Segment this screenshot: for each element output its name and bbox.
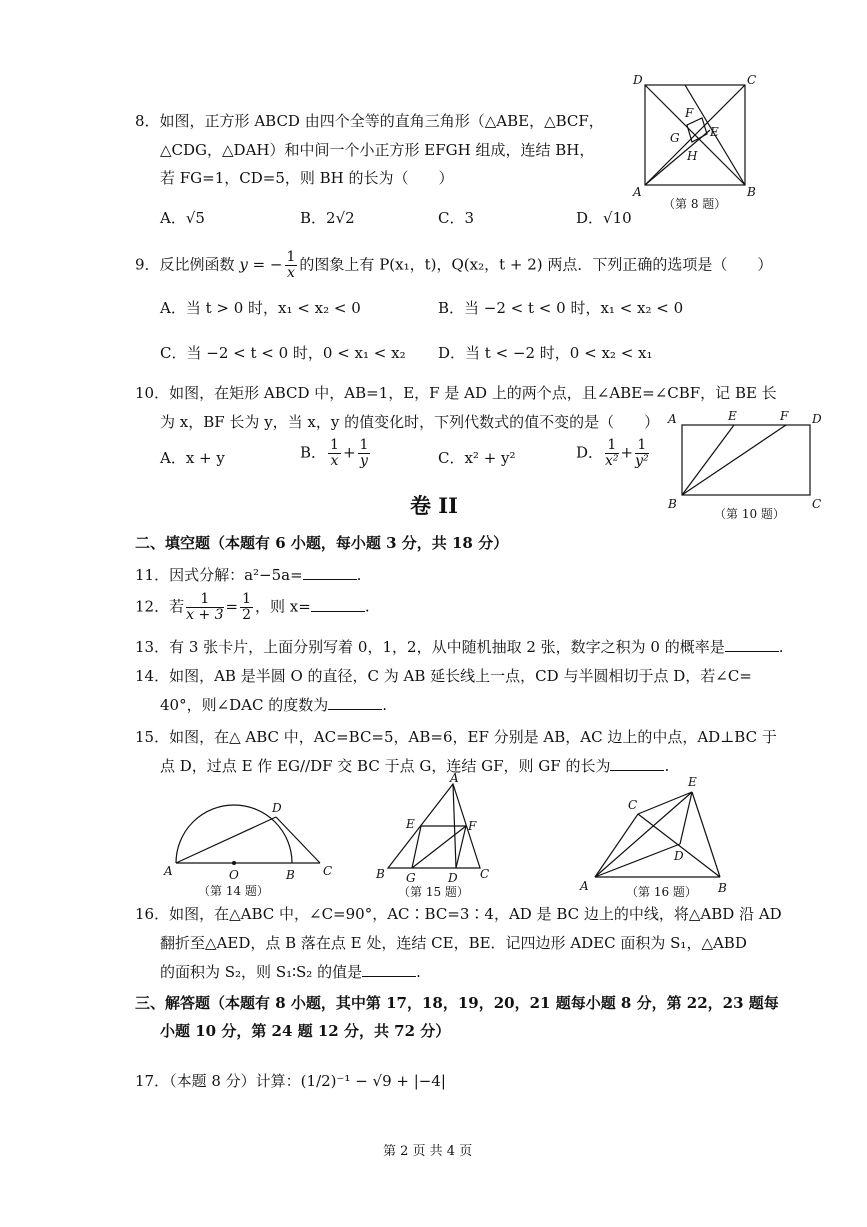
fig16-line-ae [595,792,692,877]
fig16-line-de [680,792,692,844]
q9-stem [135,250,772,281]
section3-heading-line1: 三、解答题（本题有 8 小题，其中第 17，18，19，20，21 题每小题 8 分，第 22，23 题每 [135,994,779,1012]
q12-prefix: 12．若 [135,597,185,616]
fig14-label-a: A [164,864,173,878]
fig14-line-dc [276,817,320,863]
q10-text-1: 如图，在矩形 ABCD 中，AB=1，E，F 是 AD 上的两个点，且∠ABE=∠CBF，记 BE 长 [169,384,777,402]
q13-answer-blank [725,637,779,652]
q9-fraction [285,250,298,281]
q16-text-3: 的面积为 S₂，则 S₁∶S₂ 的值是 [160,963,363,981]
q13-text: 13．有 3 张卡片，上面分别写着 0，1，2，从中随机抽取 2 张，数字之积为 0 的概率是 [135,638,725,656]
q12-tail: ，则 x= [255,597,311,616]
q9-function-lhs: y = − [239,255,283,274]
q10-option-d: D． $\frac{1}{\text{x²}}$ + $\frac{1}{\text{y²}}$ [576,437,649,469]
q8-num: 8． [135,112,160,130]
fig14-label-d: D [272,801,282,815]
q10-option-a: A．x + y [160,449,225,467]
fig16-line-ce [638,792,692,814]
fig15-caption: （第 15 题） [398,885,469,899]
q12-answer-blank [311,597,365,612]
q10-option-c: C．x² + y² [438,449,516,467]
fig14-center-o [232,861,236,865]
q8-label-a: A [633,185,642,199]
q15-answer-blank [610,756,664,771]
q10-d-frac-2: $\frac{1}{\text{y²}}$ [635,437,649,469]
page-footer: 第 2 页 共 4 页 [383,1144,473,1159]
q10-caption: （第 10 题） [714,507,785,521]
fig15 [368,772,493,902]
q8-label-f: F [685,106,694,120]
q10-option-b-label: B． [300,443,327,462]
q10-b-frac-1: $\frac{1}{x}$ [330,437,339,469]
q9-option-a: A．当 t > 0 时，x₁ < x₂ < 0 [160,299,361,317]
q14-line1: 14．如图，AB 是半圆 O 的直径，C 为 AB 延长线上一点，CD 与半圆相切于点 D，若∠C= [135,667,752,685]
q10-option-d-label: D． [576,443,604,462]
q10-label-f: F [780,409,789,423]
q10-d-frac-1: $\frac{1}{\text{x²}}$ [605,437,619,469]
q10-b-frac-2: $\frac{1}{y}$ [359,437,369,469]
q15-line2: 点 D，过点 E 作 EG//DF 交 BC 于点 G，连结 GF，则 GF 的长为 . [160,757,670,775]
q10-figure [662,405,832,525]
q9-stem-a: 反比例函数 [159,255,235,274]
q14-text-2: 40°，则∠DAC 的度数为 [160,696,329,714]
q10-rect-abcd [682,425,810,495]
q8-line2: △CDG，△DAH）和中间一个小正方形 EFGH 组成，连结 BH， [160,141,595,159]
q8-option-a: A．√5 [160,209,205,227]
q15-line1: 15．如图，在△ ABC 中，AC=BC=5，AB=6，EF 分别是 AB，AC 边上的中点，AD⊥BC 于 [135,728,777,746]
fig16-label-e: E [688,775,697,789]
part2-title: 卷 II [410,493,458,518]
q16-line1: 16．如图，在△ABC 中，∠C=90°，AC∶BC=3∶4，AD 是 BC 边上的中线，将△ABD 沿 AD [135,905,782,923]
q9-option-d: D．当 t < −2 时，0 < x₂ < x₁ [438,344,653,362]
q12-frac-rhs: $\frac{1}{2}$ [242,591,252,623]
q9-option-c: C．当 −2 < t < 0 时，0 < x₁ < x₂ [160,344,406,362]
fig14-label-o: O [229,868,239,882]
q8-option-c: C．3 [438,209,475,227]
q15-text-2: 点 D，过点 E 作 EG//DF 交 BC 于点 G，连结 GF，则 GF 的长为 [160,757,611,775]
section3-heading-line2: 小题 10 分，第 24 题 12 分，共 72 分） [160,1022,451,1040]
fig14 [158,795,338,900]
fig16-line-eb [692,792,720,877]
q11: 11．因式分解：a²−5a= . [135,566,362,584]
q8-label-d: D [633,73,643,87]
q11-answer-blank [303,565,357,580]
fig15-label-f: F [468,819,477,833]
q17-prefix: 17．（本题 8 分）计算： [135,1072,301,1090]
section2-heading: 二、填空题（本题有 6 小题，每小题 3 分，共 18 分） [135,534,509,552]
q8-label-g: G [670,131,680,145]
q14-answer-blank [328,695,382,710]
q8-label-h: H [687,149,698,163]
q12: 12．若 $\frac{1}{x + 3}$ = $\frac{1}{2}$ ，则 x= . [135,591,370,623]
q13: 13．有 3 张卡片，上面分别写着 0，1，2，从中随机抽取 2 张，数字之积为 0 的概率是 . [135,638,784,656]
q17-expression: (1/2)⁻¹ − √9 + |−4| [300,1072,446,1090]
q11-text: 11．因式分解：a²−5a= [135,566,303,584]
q9-frac-den: x [287,265,295,281]
q10-option-b: B． $\frac{1}{x}$ + $\frac{1}{y}$ [300,437,369,469]
fig16-label-d: D [674,849,684,863]
q9-stem-b: 的图象上有 P(x₁，t)，Q(x₂，t + 2) 两点．下列正确的选项是（ ） [299,255,773,274]
fig16-line-ad [595,844,680,877]
q17 [135,1068,446,1094]
q8-option-b: B．2√2 [300,209,355,227]
q8-line1 [135,108,604,134]
q16-line2: 翻折至△AED，点 B 落在点 E 处，连结 CE，BE．记四边形 ADEC 面积为 S₁，△ABD [160,934,747,952]
q16-answer-blank [362,962,416,977]
q10-line1 [135,380,777,406]
q10-label-c: C [812,497,822,511]
q12-frac-lhs: $\frac{1}{x + 3}$ [186,591,224,623]
fig16-line-cb [638,814,720,877]
q9-num: 9． [135,255,160,274]
q10-label-e: E [728,409,737,423]
fig14-label-b: B [286,868,295,882]
fig16-label-a: A [580,879,589,893]
q9-option-b: B．当 −2 < t < 0 时，x₁ < x₂ < 0 [438,299,684,317]
fig15-label-b: B [376,867,385,881]
fig16-label-b: B [718,881,727,895]
fig15-label-c: C [480,867,490,881]
fig15-label-d: D [448,871,458,885]
q10-num: 10． [135,384,170,402]
q16-line3: 的面积为 S₂，则 S₁∶S₂ 的值是 . [160,963,421,981]
fig14-label-c: C [323,864,333,878]
fig15-label-g: G [406,871,416,885]
q8-option-d: D．√10 [576,209,632,227]
q10-label-d: D [812,412,822,426]
q8-label-e: E [710,125,719,139]
q8-text-1: 如图，正方形 ABCD 由四个全等的直角三角形（△ABE，△BCF， [159,112,604,130]
q10-line-bf [682,425,786,495]
q8-line3: 若 FG=1，CD=5，则 BH 的长为（ ） [160,169,454,187]
fig16-label-c: C [628,798,638,812]
q10-line-be [682,425,734,495]
q8-caption: （第 8 题） [663,197,727,211]
q10-label-b: B [668,497,677,511]
fig15-label-a: A [450,772,459,785]
q10-line2: 为 x，BF 长为 y，当 x，y 的值变化时，下列代数式的值不变的是（ ） [160,413,660,431]
fig15-label-e: E [406,817,415,831]
q8-label-c: C [747,73,757,87]
fig14-caption: （第 14 题） [198,884,269,898]
fig16 [570,772,740,902]
q8-figure [625,70,765,215]
q10-label-a: A [668,412,677,426]
q8-label-b: B [747,185,756,199]
fig16-caption: （第 16 题） [626,885,697,899]
q9-frac-num: 1 [286,249,296,265]
q14-line2: 40°，则∠DAC 的度数为 . [160,696,388,714]
